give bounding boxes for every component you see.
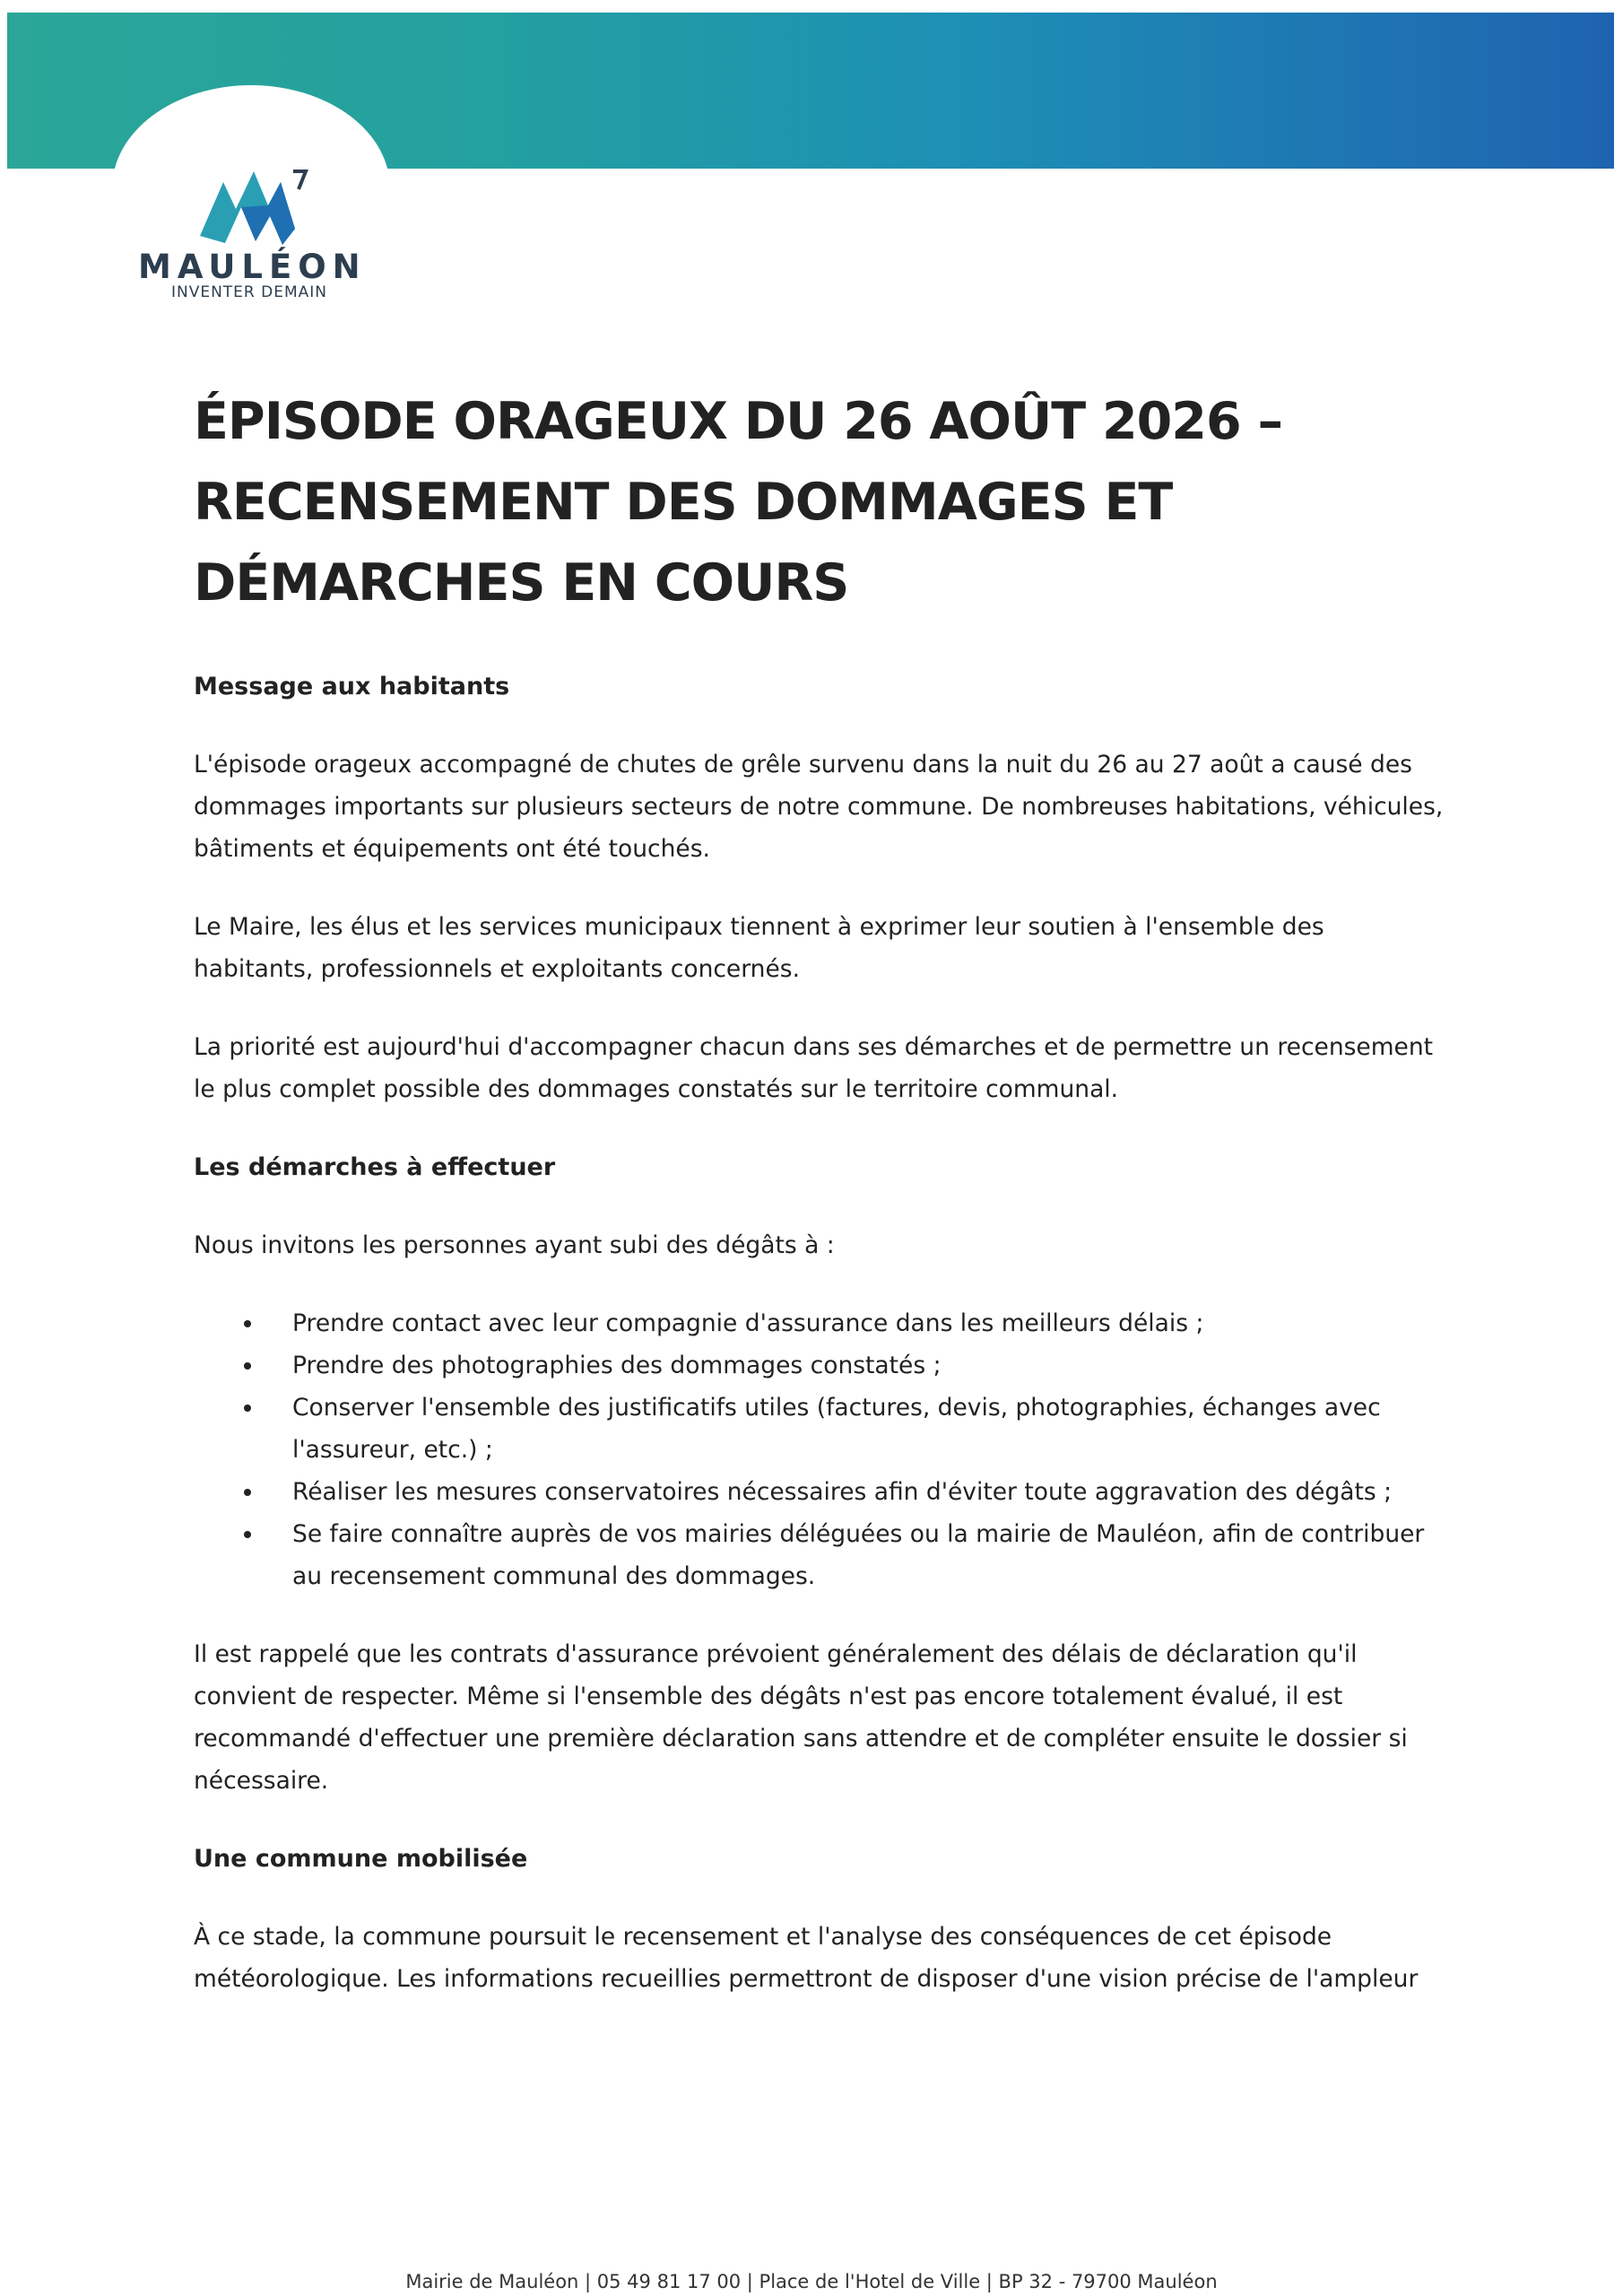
paragraph: Le Maire, les élus et les services municipaux tiennent à exprimer leur soutien à l'ensemble des habitants, professionnels et exploitants concernés. [194, 913, 1324, 983]
section-heading-mobilisee: Une commune mobilisée [194, 1845, 528, 1873]
list-item: Conserver l'ensemble des justificatifs utiles (factures, devis, photographies, échanges avec l'assureur, etc.) ; [292, 1387, 1449, 1471]
list-item: Prendre des photographies des dommages constatés ; [292, 1344, 1449, 1387]
paragraph: Nous invitons les personnes ayant subi des dégâts à : [194, 1231, 835, 1259]
paragraph: Il est rappelé que les contrats d'assurance prévoient généralement des délais de déclaration qu'il convient de respecter. Même si l'ensemble des dégâts n'est pas encore totalement évalué, il est recommandé d'effectuer une première déclaration sans attendre et de compléter ensuite le dossier si nécessaire. [194, 1640, 1408, 1795]
document-body [194, 665, 1449, 2036]
footer-contact: Mairie de Mauléon | 05 49 81 17 00 | Place de l'Hotel de Ville | BP 32 - 79700 Mauléon [405, 2271, 1218, 2292]
steps-list [194, 1302, 1449, 1597]
section-heading-message: Message aux habitants [194, 673, 510, 700]
section-heading-demarches: Les démarches à effectuer [194, 1153, 556, 1181]
list-item: Réaliser les mesures conservatoires nécessaires afin d'éviter toute aggravation des dégâts ; [292, 1471, 1449, 1513]
title-line: DÉMARCHES EN COURS [194, 553, 849, 613]
mauleon-logo-icon [193, 166, 309, 247]
paragraph: La priorité est aujourd'hui d'accompagner chacun dans ses démarches et de permettre un recensement le plus complet possible des dommages constatés sur le territoire communal. [194, 1033, 1434, 1103]
title-line: ÉPISODE ORAGEUX DU 26 AOÛT 2026 – [194, 392, 1282, 451]
page-title [194, 381, 1449, 623]
list-item: Se faire connaître auprès de vos mairies déléguées ou la mairie de Mauléon, afin de contribuer au recensement communal des dommages. [292, 1513, 1449, 1597]
paragraph: L'épisode orageux accompagné de chutes de grêle survenu dans la nuit du 26 au 27 août a causé des dommages importants sur plusieurs secteurs de notre commune. De nombreuses habitations, véhicules, bâtiments et équipements ont été touchés. [194, 751, 1444, 863]
logo-wordmark: MAULÉON [138, 248, 367, 286]
title-line: RECENSEMENT DES DOMMAGES ET [194, 473, 1173, 532]
list-item: Prendre contact avec leur compagnie d'assurance dans les meilleurs délais ; [292, 1302, 1449, 1344]
logo-tagline: INVENTER DEMAIN [170, 283, 328, 301]
paragraph: À ce stade, la commune poursuit le recensement et l'analyse des conséquences de cet épisode météorologique. Les informations recueillies permettront de disposer d'une vision précise de l'ampleur [194, 1923, 1419, 1993]
